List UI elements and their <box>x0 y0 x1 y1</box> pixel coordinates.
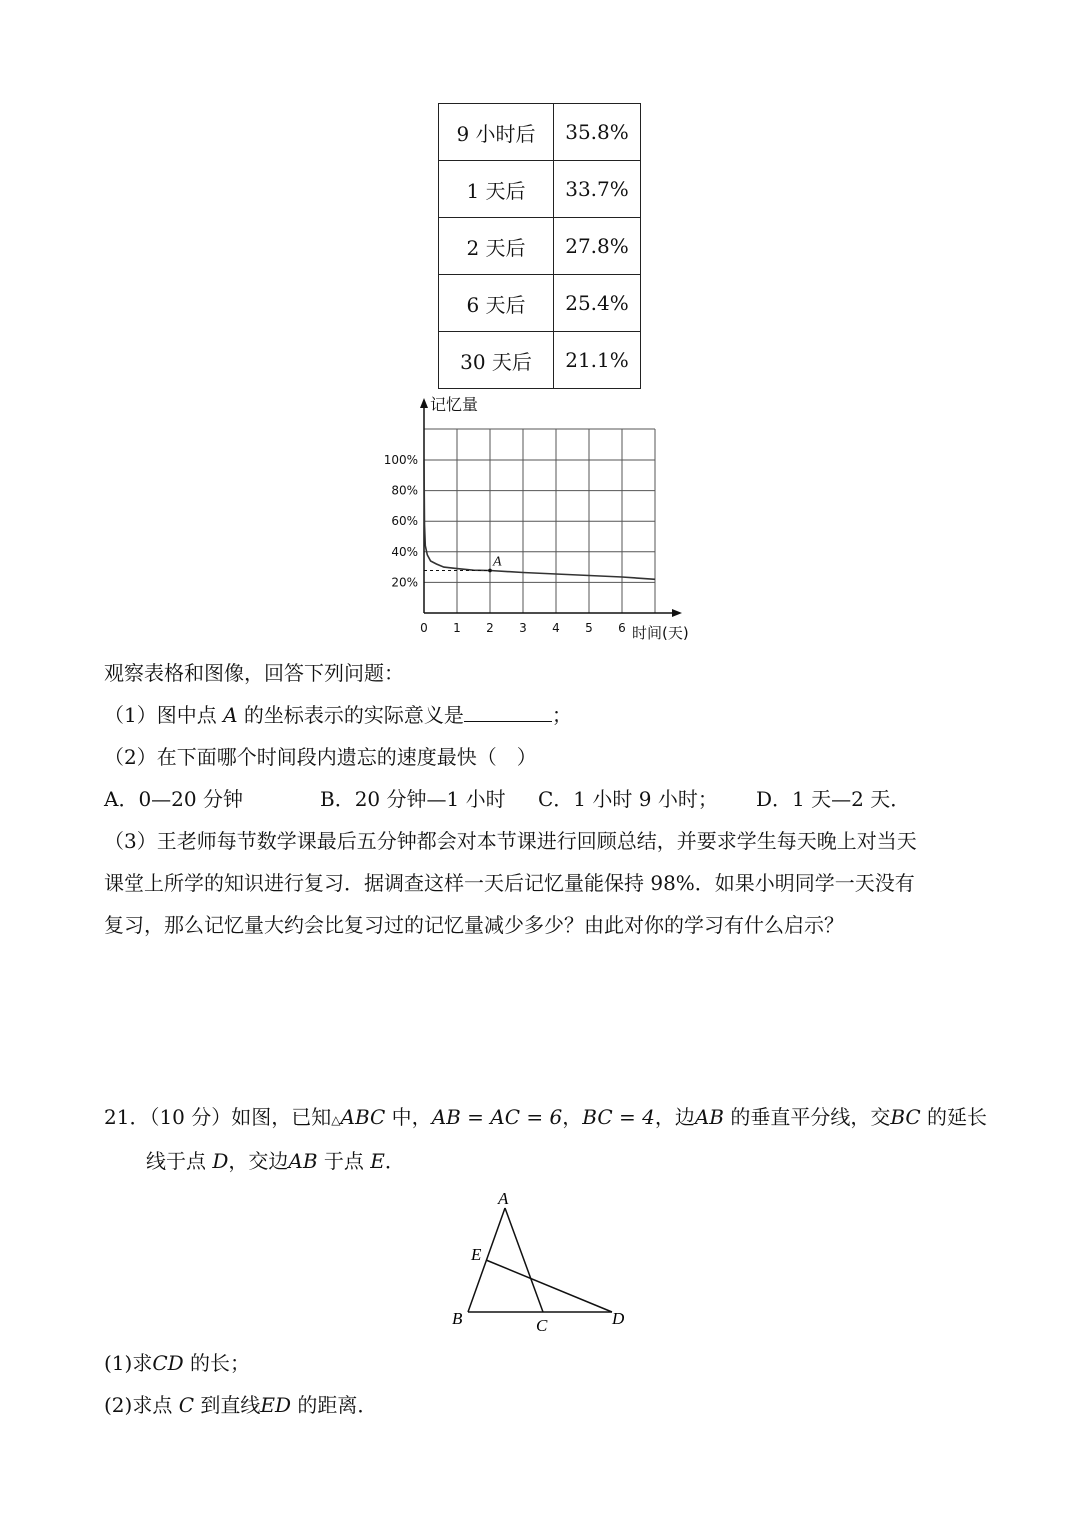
label-b: B <box>452 1309 463 1328</box>
y-axis-arrow <box>420 398 428 408</box>
y-tick-label: 60% <box>391 514 418 529</box>
x-tick-label: 6 <box>618 621 626 635</box>
side-ac <box>505 1208 543 1312</box>
question-3-line-2: 课堂上所学的知识进行复习．据调查这样一天后记忆量能保持 98%．如果小明同学一天没有 <box>104 871 915 895</box>
question-2: （2）在下面哪个时间段内遗忘的速度最快（ ） <box>104 745 537 769</box>
memory-table <box>438 103 641 389</box>
x-axis-arrow <box>672 609 682 617</box>
x-axis-label: 时间(天) <box>632 624 689 642</box>
x-tick-label: 2 <box>486 621 494 635</box>
y-tick-label: 100% <box>383 453 418 467</box>
table-row <box>439 218 641 275</box>
option-a: A．0—20 分钟 <box>104 787 243 811</box>
y-tick-label: 40% <box>391 544 418 559</box>
x-tick-label: 5 <box>585 621 593 635</box>
question-3-line-1: （3）王老师每节数学课最后五分钟都会对本节课进行回顾总结，并要求学生每天晚上对当天 <box>104 829 917 853</box>
point-a-label: A <box>493 554 502 570</box>
x-tick-label: 4 <box>552 621 560 635</box>
label-c: C <box>536 1316 548 1335</box>
answer-blank[interactable] <box>464 701 552 722</box>
intro-text: 观察表格和图像，回答下列问题： <box>104 661 404 685</box>
question-1: （1）图中点 A 的坐标表示的实际意义是 ； <box>104 703 572 727</box>
segment-ed <box>486 1260 612 1312</box>
label-d: D <box>612 1309 625 1328</box>
x-tick-label: 0 <box>420 621 428 635</box>
y-tick-label: 20% <box>391 575 418 590</box>
time-cell: 1 天后 <box>439 161 554 218</box>
memory-value-cell: 27.8% <box>554 218 641 275</box>
question-3-line-3: 复习，那么记忆量大约会比复习过的记忆量减少多少？由此对你的学习有什么启示？ <box>104 913 844 937</box>
point-a-marker <box>488 569 492 573</box>
memory-value-cell: 25.4% <box>554 275 641 332</box>
question-21-line-1: 21．（10 分）如图，已知△ABC 中，AB = AC = 6，BC = 4，边AB 的垂直平分线，交BC 的延长 <box>104 1105 988 1129</box>
x-tick-label: 3 <box>519 621 527 635</box>
triangle-figure <box>440 1186 640 1336</box>
table-row <box>439 161 641 218</box>
option-c: C．1 小时 9 小时； <box>538 787 718 811</box>
time-cell: 6 天后 <box>439 275 554 332</box>
memory-value-cell: 35.8% <box>554 104 641 161</box>
forgetting-curve-line <box>424 460 655 579</box>
time-cell: 30 天后 <box>439 332 554 389</box>
table-row <box>439 275 641 332</box>
forgetting-curve-chart <box>360 390 720 650</box>
question-21-line-2: 线于点 D，交边AB 于点 E． <box>146 1149 405 1173</box>
table-row <box>439 332 641 389</box>
y-axis-label: 记忆量 <box>430 395 479 414</box>
y-tick-label: 80% <box>391 483 418 498</box>
sub-question-1: (1)求CD 的长； <box>104 1351 251 1375</box>
table-row <box>439 104 641 161</box>
label-e: E <box>471 1245 482 1264</box>
label-a: A <box>498 1189 509 1208</box>
memory-value-cell: 21.1% <box>554 332 641 389</box>
x-tick-label: 1 <box>453 621 461 635</box>
option-b: B．20 分钟—1 小时 <box>320 787 506 811</box>
option-d: D．1 天—2 天． <box>756 787 911 811</box>
time-cell: 9 小时后 <box>439 104 554 161</box>
sub-question-2: (2)求点 C 到直线ED 的距离． <box>104 1393 378 1417</box>
memory-value-cell: 33.7% <box>554 161 641 218</box>
time-cell: 2 天后 <box>439 218 554 275</box>
